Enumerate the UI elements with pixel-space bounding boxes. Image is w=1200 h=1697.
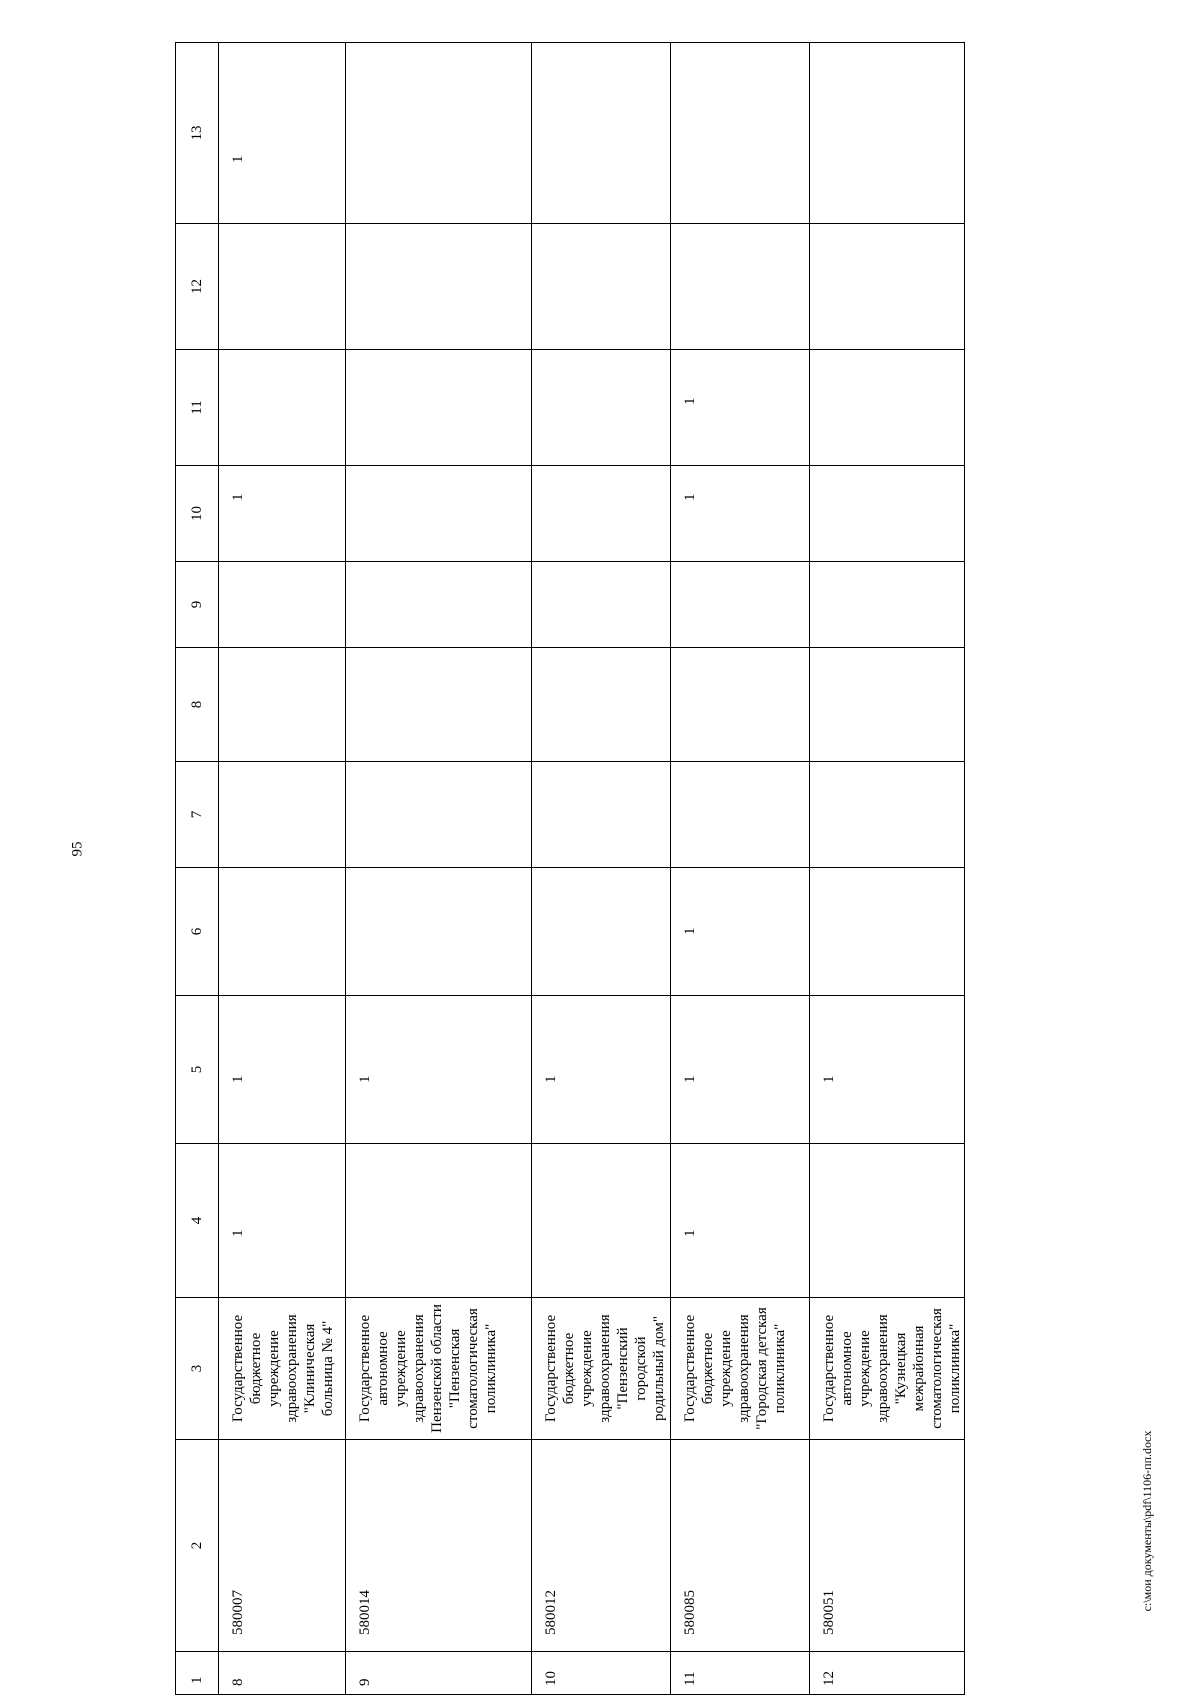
table-cell: [810, 466, 965, 562]
table-cell: [671, 562, 810, 648]
table-cell: [810, 350, 965, 466]
table-cell: [532, 1144, 671, 1298]
table-cell: [219, 648, 346, 762]
org-name: Государственное бюджетное учреждение здравоохранения "Клиническая больница № 4": [219, 1298, 346, 1440]
table-cell: 1: [671, 868, 810, 996]
org-code: 580014: [346, 1440, 532, 1652]
table-cell: [810, 1144, 965, 1298]
header-cell: 9: [176, 562, 219, 648]
table-cell: [810, 762, 965, 868]
table-cell: [219, 350, 346, 466]
table-cell: [346, 350, 532, 466]
table-cell: [532, 43, 671, 224]
table-cell: [532, 868, 671, 996]
table-cell: [532, 648, 671, 762]
table-cell: 1: [219, 996, 346, 1144]
header-cell: 12: [176, 224, 219, 350]
row-number: 10: [532, 1652, 671, 1695]
table-cell: 1: [532, 996, 671, 1144]
table-cell: [810, 224, 965, 350]
header-cell: 13: [176, 43, 219, 224]
header-cell: 7: [176, 762, 219, 868]
table-cell: [810, 648, 965, 762]
org-name: Государственное автономное учреждение здравоохранения "Кузнецкая межрайонная стоматологическая поликлиника": [810, 1298, 965, 1440]
table-cell: 1: [346, 996, 532, 1144]
table-cell: [346, 224, 532, 350]
table-cell: 1: [810, 996, 965, 1144]
row-number: 8: [219, 1652, 346, 1695]
table-cell: [346, 562, 532, 648]
table-cell: [671, 648, 810, 762]
table-cell: [346, 43, 532, 224]
table-cell: [810, 43, 965, 224]
table-cell: [532, 350, 671, 466]
table-cell: [346, 762, 532, 868]
row-number: 11: [671, 1652, 810, 1695]
org-name: Государственное бюджетное учреждение здравоохранения "Городская детская поликлиника": [671, 1298, 810, 1440]
table-cell: [219, 562, 346, 648]
table-cell: [810, 868, 965, 996]
table-cell: [532, 762, 671, 868]
data-table: [175, 42, 965, 1695]
table-cell: [346, 466, 532, 562]
header-cell: 10: [176, 466, 219, 562]
page-number: 95: [69, 841, 86, 857]
table-cell: [346, 1144, 532, 1298]
table-cell: [671, 762, 810, 868]
header-cell: 4: [176, 1144, 219, 1298]
footer-file-path: c:\мои документы\pdf\1106-пп.docx: [1140, 1430, 1154, 1612]
rotated-table-container: [175, 43, 963, 1695]
org-code: 580012: [532, 1440, 671, 1652]
org-name: Государственное автономное учреждение здравоохранения Пензенской области "Пензенская стоматологическая поликлиника": [346, 1298, 532, 1440]
row-number: 9: [346, 1652, 532, 1695]
table-row: [671, 43, 810, 1695]
table-cell: [532, 224, 671, 350]
row-number: 12: [810, 1652, 965, 1695]
org-name: Государственное бюджетное учреждение здравоохранения "Пензенский городской родильный дом": [532, 1298, 671, 1440]
header-cell: 3: [176, 1298, 219, 1440]
header-cell: 1: [176, 1652, 219, 1695]
table-cell: [346, 868, 532, 996]
table-cell: 1: [671, 996, 810, 1144]
org-code: 580051: [810, 1440, 965, 1652]
header-cell: 6: [176, 868, 219, 996]
table-cell: 1: [671, 466, 810, 562]
header-cell: 2: [176, 1440, 219, 1652]
table-cell: 1: [671, 350, 810, 466]
table-row: [810, 43, 965, 1695]
org-code: 580007: [219, 1440, 346, 1652]
header-cell: 8: [176, 648, 219, 762]
table-cell: 1: [219, 466, 346, 562]
table-cell: [810, 562, 965, 648]
table-cell: [219, 868, 346, 996]
table-cell: [219, 762, 346, 868]
table-cell: [219, 224, 346, 350]
table-cell: [532, 466, 671, 562]
table-cell: [671, 43, 810, 224]
table-cell: [346, 648, 532, 762]
table-cell: [671, 224, 810, 350]
org-code: 580085: [671, 1440, 810, 1652]
table-row: [346, 43, 532, 1695]
header-cell: 11: [176, 350, 219, 466]
table-cell: 1: [219, 1144, 346, 1298]
table-header-row: [176, 43, 219, 1695]
table-cell: [532, 562, 671, 648]
table-row: [219, 43, 346, 1695]
table-cell: 1: [671, 1144, 810, 1298]
table-cell: 1: [219, 43, 346, 224]
header-cell: 5: [176, 996, 219, 1144]
table-row: [532, 43, 671, 1695]
